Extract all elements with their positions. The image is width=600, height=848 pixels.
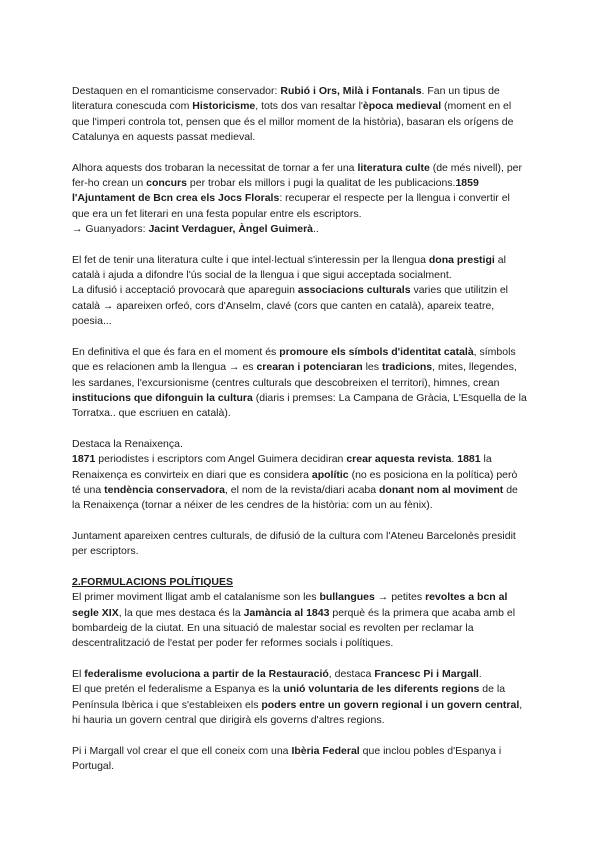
bold-text: dona prestigi [428, 253, 495, 266]
bold-text: institucions que difonguin la cultura [72, 391, 253, 404]
bold-text: concurs [146, 177, 187, 190]
paragraph-romanticism [72, 84, 528, 145]
text: , destaca [328, 668, 375, 681]
text: (de més nivell), per fer-ho crean un [72, 161, 522, 190]
text: que inclou pobles d'Espanya i Portugal. [72, 744, 502, 773]
bold-text: associacions culturals [297, 284, 411, 297]
text: per trobar els millors i pugi la qualitat de les publicacions. [187, 177, 456, 190]
bold-text: federalisme evoluciona a partir de la Restauració [84, 668, 329, 681]
text: de la Península Ibèrica i que s'estableixen els [72, 683, 506, 711]
bold-text: promoure els símbols d'identitat català [279, 345, 474, 358]
bold-text: poders entre un govern regional i un govern central [261, 698, 520, 711]
text: periodistes i escriptors com Angel Guimera decidiran [95, 453, 347, 466]
bold-text: crearan i potenciaran [256, 361, 363, 374]
text: de la Renaixença (tornar a néixer de les cendres de la història: com un au fènix). [72, 483, 518, 512]
bold-text: literatura culte [357, 161, 430, 174]
bold-text: Rubió i Ors, Milà i Fontanals [280, 85, 422, 97]
text: perquè és la primera que acaba amb el bombardeig de la ciutat. En una situació de malestar social es revolten per reclamar la descentralització de l'estat per poder fer reformes socials i polítiques. [72, 606, 516, 650]
section-heading: 2.FORMULACIONS POLÍTIQUES [72, 576, 234, 588]
bold-text: revoltes a bcn al segle XIX [72, 591, 508, 619]
text: . [451, 453, 458, 466]
bold-text: tendència conservadora [104, 483, 225, 496]
text: , símbols que es relacionen amb la llengua → es [72, 345, 516, 374]
paragraph-federalism [72, 667, 528, 682]
text: , hi hauria un govern central que dirigirà els governs d'altres regions. [72, 698, 523, 727]
text: El que pretén el federalisme a Espanya es la [72, 683, 284, 696]
bold-text: Francesc Pi i Margall [374, 668, 479, 681]
bold-text: Jamància al 1843 [243, 606, 330, 619]
text: El [72, 668, 85, 681]
text: Alhora aquests dos trobaran la necessitat de tornar a fer una [72, 161, 358, 174]
bold-text: època medieval [362, 100, 442, 113]
text: (no es posiciona en la política) però té una [72, 468, 518, 496]
paragraph-prestige [72, 253, 528, 284]
paragraph-identity-symbols [72, 345, 528, 422]
text: , tots dos van resaltar l' [255, 100, 363, 113]
paragraph-cultural-centers: Juntament apareixen centres culturals, de difusió de la cultura com l'Ateneu Barcelonès presidit per escriptors. [72, 529, 516, 558]
bold-text: 1859 l'Ajuntament de Bcn crea els Jocs Florals [72, 177, 479, 205]
text: varies que utilitzin el català → apareixen orfeó, cors d'Anselm, clavé (cors que canten en català), apareix teatre, poesia... [72, 284, 509, 328]
text: , mites, llegendes, les sardanes, l'excursionisme (centres culturals que descobreixen el territori), himnes, crean [72, 361, 517, 389]
bold-text: crear aquesta revista [346, 453, 452, 466]
paragraph-bullangues [72, 590, 528, 651]
text: , la que mes destaca és la [118, 606, 244, 619]
paragraph-iberia-federal [72, 744, 528, 775]
text: El fet de tenir una literatura culte i que intel·lectual s'interessin per la llengua [72, 253, 429, 266]
bold-text: bullangues [319, 591, 375, 604]
paragraph-renaixenca [72, 452, 528, 513]
text: Pi i Margall vol crear el que ell coneix com una [72, 744, 292, 757]
bold-text: Historicisme [192, 100, 256, 113]
text: , el nom de la revista/diari acaba [224, 483, 380, 496]
bold-text: 1881 [457, 453, 481, 466]
paragraph-associations [72, 283, 528, 329]
text: : recuperar el respecte per la llengua i convertir el que era un fet literari en una festa popular entre els escriptors. [72, 192, 510, 220]
text: (moment en el que l'imperi controla tot, pensen que és el millor moment de la història), basaran els orígens de Catalunya en aquests passat medieval. [72, 100, 514, 144]
text: En definitiva el que és fara en el moment és [72, 345, 280, 358]
text: (diaris i premses: La Campana de Gràcia, L'Esquella de la Torratxa.. que escriuen en català). [72, 391, 527, 420]
paragraph-jocs-florals [72, 161, 528, 222]
bold-text: Jacint Verdaguer, Àngel Guimerà [148, 223, 314, 236]
text: El primer moviment lligat amb el catalanisme son les [72, 591, 320, 604]
text: Destaquen en el romanticisme conservador: [72, 85, 281, 97]
text: . [478, 668, 482, 681]
bold-text: tradicions [381, 361, 433, 374]
bold-text: Ibèria Federal [291, 744, 360, 757]
paragraph-winners [72, 222, 528, 237]
text: La difusió i acceptació provocarà que apareguin [72, 284, 298, 297]
text: → petites [374, 591, 426, 604]
bold-text: apolític [311, 468, 349, 481]
text: .. [313, 223, 319, 236]
bold-text: donant nom al moviment [379, 483, 504, 496]
text: → Guanyadors: [72, 223, 149, 236]
document-body [72, 84, 528, 790]
text: . Fan un tipus de literatura conescuda com [72, 85, 500, 113]
bold-text: unió voluntaria de les diferents regions [283, 683, 480, 696]
text: les [362, 361, 382, 374]
text: la Renaixença es convirteix en diari que es considera [72, 453, 492, 481]
paragraph-federalism-goal [72, 682, 528, 728]
bold-text: 1871 [72, 453, 96, 466]
paragraph-renaixenca-title: Destaca la Renaixença. [72, 437, 183, 450]
text: al català i ajuda a difondre l'ús social de la llengua i que sigui acceptada socialment. [72, 253, 506, 282]
